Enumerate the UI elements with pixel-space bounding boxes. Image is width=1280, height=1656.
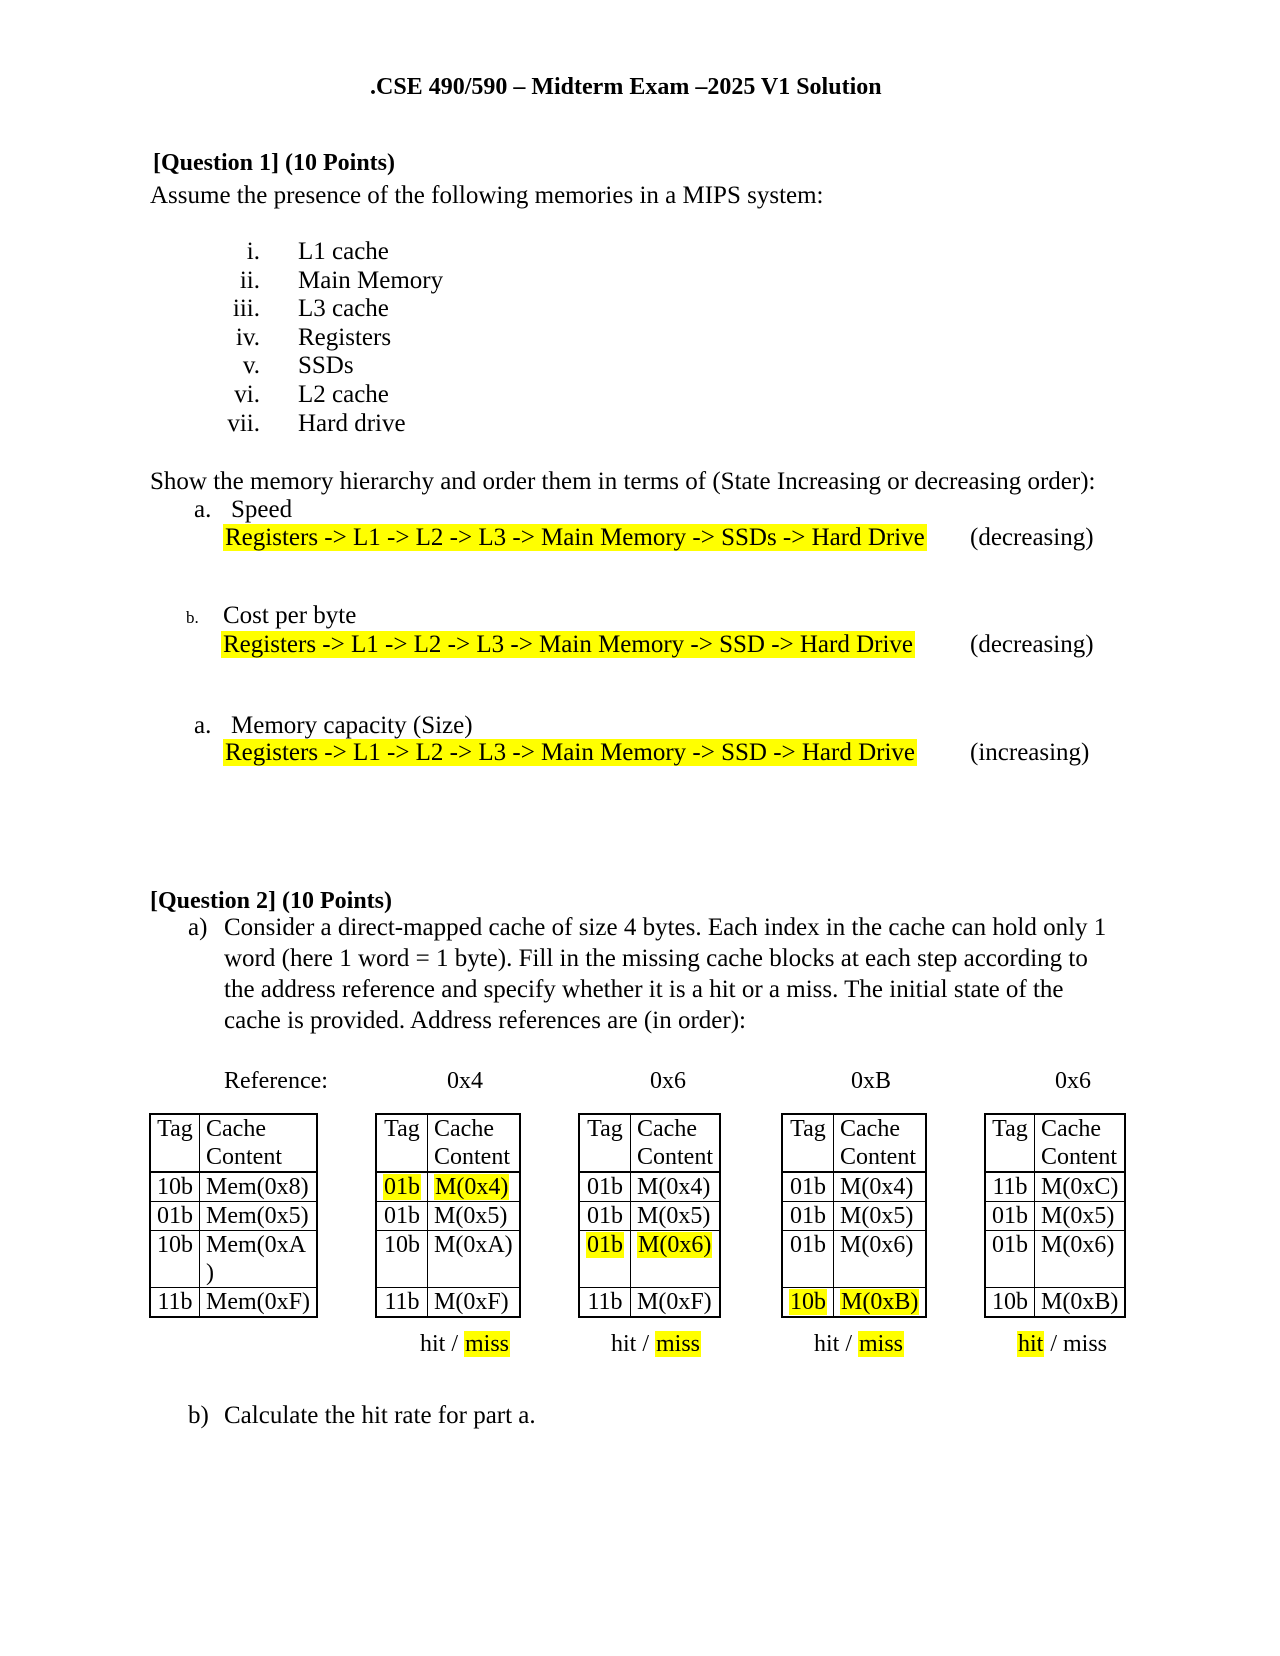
cache-row [150,1231,317,1288]
q1-part-c-label: Memory capacity (Size) [231,712,473,739]
cache-table-initial [149,1113,318,1318]
q1-part-a-order: (decreasing) [970,524,1094,551]
q2-part-a-line-4: cache is provided. Address references are (in order): [224,1007,746,1034]
hit-label: hit [610,1331,637,1357]
cache-row [376,1288,520,1318]
cache-tag: 11b [376,1288,428,1318]
cache-tag: 10b [782,1288,834,1318]
memory-item-text: L1 cache [298,238,389,265]
cache-row [150,1172,317,1202]
hit-miss-result [365,1331,565,1358]
cache-content: M(0x6) [834,1231,927,1288]
q2-part-a-line-1: Consider a direct-mapped cache of size 4 bytes. Each index in the cache can hold only 1 [224,914,1107,941]
col-header-tag: Tag [782,1114,834,1172]
hit-miss-result [759,1331,959,1358]
hit-miss-separator: / [445,1331,464,1357]
cache-tag: 01b [376,1172,428,1202]
q2-part-a-line-3: the address reference and specify whether it is a hit or a miss. The initial state of the [224,976,1064,1003]
cache-content: M(0xB) [1035,1288,1126,1318]
memory-item-text: Main Memory [298,266,444,294]
cache-content: M(0x5) [1035,1202,1126,1231]
memory-item-number: i. [246,238,260,265]
cache-content: M(0x6) [631,1231,721,1288]
miss-label: miss [1063,1331,1108,1357]
cache-content: Mem(0xF) [200,1288,318,1318]
memory-item-number: ii. [239,266,260,294]
memory-item-text: SSDs [298,352,354,380]
q1-prompt: Show the memory hierarchy and order them in terms of (State Increasing or decreasing order): [150,468,1096,495]
memory-item-text: L2 cache [298,381,389,408]
hit-miss-result [962,1331,1162,1358]
cache-content: M(0xC) [1035,1172,1126,1202]
q2-part-b-text: Calculate the hit rate for part a. [224,1402,536,1429]
cache-table-step [781,1113,927,1318]
cache-content: M(0x4) [834,1172,927,1202]
cache-tag: 11b [985,1172,1035,1202]
hit-label: hit [1017,1331,1044,1357]
col-header-content: Cache Content [1035,1114,1126,1172]
cache-table-step [375,1113,521,1318]
q2-part-a-line-2: word (here 1 word = 1 byte). Fill in the missing cache blocks at each step according to [224,945,1088,972]
q1-part-b-order: (decreasing) [970,631,1094,658]
memory-item-number: v. [242,352,260,380]
col-header-content: Cache Content [200,1114,318,1172]
reference-address: 0x6 [650,1068,686,1094]
q1-part-a-answer-wrap [223,524,927,553]
cache-tag: 01b [150,1202,200,1231]
memory-item-text: Hard drive [298,409,406,437]
miss-label: miss [465,1331,510,1357]
page-title: .CSE 490/590 – Midterm Exam –2025 V1 Solution [370,74,882,100]
cache-tag: 01b [579,1231,631,1288]
q1-part-c-letter: a. [194,712,212,739]
cache-tag: 11b [150,1288,200,1318]
cache-row [782,1231,926,1288]
cache-tag: 01b [782,1202,834,1231]
cache-tag: 10b [150,1231,200,1288]
cache-table-step [578,1113,721,1318]
q1-part-a-label: Speed [231,496,293,523]
cache-tag: 01b [579,1202,631,1231]
memory-item-number: vii. [227,409,260,437]
cache-tag: 01b [782,1172,834,1202]
cache-tag: 01b [985,1231,1035,1288]
cache-content: M(0xA) [428,1231,520,1288]
cache-content: Mem(0x5) [200,1202,318,1231]
cache-content: M(0xF) [428,1288,520,1318]
cache-tag: 01b [579,1172,631,1202]
cache-row [579,1172,720,1202]
cache-row [376,1231,520,1288]
cache-tag: 10b [376,1231,428,1288]
memory-item-text: Registers [298,323,392,351]
q1-heading: [Question 1] (10 Points) [153,150,395,176]
col-header-tag: Tag [376,1114,428,1172]
cache-row [782,1172,926,1202]
col-header-content: Cache Content [631,1114,721,1172]
memory-item-number: vi. [234,381,260,408]
cache-tag: 10b [985,1288,1035,1318]
cache-content: M(0x5) [834,1202,927,1231]
cache-content: M(0xF) [631,1288,721,1318]
cache-tag: 01b [985,1202,1035,1231]
hit-label: hit [419,1331,446,1357]
q1-part-b-letter: b. [186,608,199,627]
hit-miss-separator: / [839,1331,858,1357]
miss-label: miss [859,1331,904,1357]
cache-content: Mem(0x8) [200,1172,318,1202]
cache-row [985,1202,1125,1231]
memory-item-number: iv. [235,323,260,351]
cache-tag: 11b [579,1288,631,1318]
q2-part-a-letter: a) [188,914,208,941]
col-header-tag: Tag [985,1114,1035,1172]
cache-row [782,1288,926,1318]
cache-row [150,1202,317,1231]
col-header-content: Cache Content [428,1114,520,1172]
cache-content: Mem(0xA ) [200,1231,318,1288]
cache-row [579,1231,720,1288]
q1-part-c-answer: Registers -> L1 -> L2 -> L3 -> Main Memory -> SSD -> Hard Drive [225,739,916,766]
cache-content: M(0x5) [631,1202,721,1231]
q2-heading: [Question 2] (10 Points) [150,888,392,914]
cache-tag: 10b [150,1172,200,1202]
cache-tag: 01b [782,1231,834,1288]
q1-part-a-letter: a. [194,496,212,523]
cache-row [579,1202,720,1231]
memory-item-number: iii. [232,295,260,323]
q1-part-b-label: Cost per byte [223,602,357,629]
miss-label: miss [656,1331,701,1357]
cache-content: M(0x4) [428,1172,520,1202]
cache-row [985,1231,1125,1288]
col-header-tag: Tag [579,1114,631,1172]
cache-content: M(0xB) [834,1288,927,1318]
cache-row [376,1202,520,1231]
cache-content: M(0x6) [1035,1231,1126,1288]
col-header-content: Cache Content [834,1114,927,1172]
reference-address: 0xB [850,1068,891,1094]
cache-content: M(0x5) [428,1202,520,1231]
q2-part-b-letter: b) [188,1402,209,1429]
hit-label: hit [813,1331,840,1357]
reference-address: 0x6 [1055,1068,1091,1094]
cache-tag: 01b [376,1202,428,1231]
reference-label: Reference: [224,1068,328,1094]
hit-miss-separator: / [636,1331,655,1357]
cache-row [782,1202,926,1231]
cache-row [376,1172,520,1202]
cache-content: M(0x4) [631,1172,721,1202]
q1-part-c-order: (increasing) [970,739,1090,766]
q1-part-c-answer-wrap [223,739,917,768]
cache-row [985,1172,1125,1202]
reference-address: 0x4 [447,1068,483,1094]
hit-miss-separator: / [1044,1331,1063,1357]
cache-row [985,1288,1125,1318]
q1-intro: Assume the presence of the following memories in a MIPS system: [150,182,824,209]
q1-part-a-answer: Registers -> L1 -> L2 -> L3 -> Main Memory -> SSDs -> Hard Drive [225,524,925,551]
col-header-tag: Tag [150,1114,200,1172]
cache-row [579,1288,720,1318]
cache-row [150,1288,317,1318]
cache-table-step [984,1113,1126,1318]
q1-part-b-answer-wrap [221,631,915,660]
q1-part-b-answer: Registers -> L1 -> L2 -> L3 -> Main Memory -> SSD -> Hard Drive [223,631,914,658]
hit-miss-result [556,1331,756,1358]
memory-item-text: L3 cache [298,295,389,323]
